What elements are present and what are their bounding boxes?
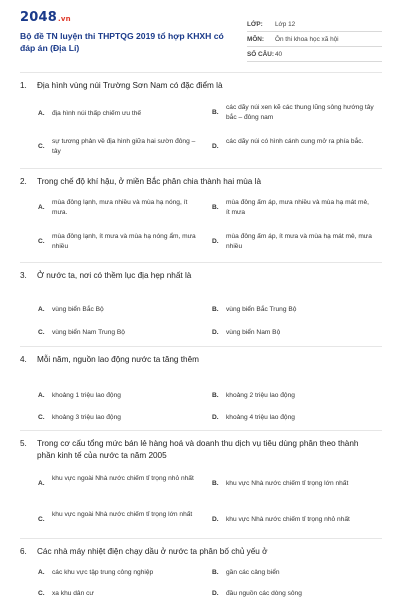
option-text: khu vực Nhà nước chiếm tỉ trọng nhỏ nhất — [226, 516, 350, 523]
question-body: Trong cơ cấu tổng mức bán lẻ hàng hoá và doanh thu dịch vụ tiêu dùng phân theo thành phần kinh tế của nước ta năm 2005 — [37, 439, 359, 460]
question-4 — [20, 354, 382, 430]
option-letter: D. — [212, 329, 219, 336]
option-text: khoảng 2 triệu lao động — [226, 392, 295, 399]
question-1 — [20, 80, 382, 168]
question-body: Các nhà máy nhiệt điện chạy dầu ở nước ta phân bố chủ yếu ở — [37, 547, 268, 556]
option-text: gần các cảng biển — [226, 569, 280, 576]
option-text: mùa đông ấm áp, ít mưa và mùa hạ mát mẻ, mưa nhiều — [226, 233, 372, 250]
option-text: mùa đông ấm áp, mưa nhiều và mùa hạ mát mẻ, ít mưa — [226, 199, 369, 216]
meta-value: Lớp 12 — [275, 20, 296, 28]
question-body: Trong chế độ khí hậu, ở miền Bắc phân chia thành hai mùa là — [37, 177, 261, 186]
question-body: Địa hình vùng núi Trường Sơn Nam có đặc điểm là — [37, 81, 223, 90]
option-letter: A. — [38, 392, 45, 399]
meta-row-count — [247, 47, 382, 62]
question-2 — [20, 176, 382, 262]
question-text — [20, 546, 382, 558]
document-title: Bộ đề TN luyện thi THPTQG 2019 tổ hợp KHXH có đáp án (Địa Lí) — [20, 31, 224, 53]
question-3 — [20, 270, 382, 346]
option-text: sự tương phản về địa hình giữa hai sườn đông – tây — [52, 138, 196, 155]
option-letter: B. — [212, 306, 219, 313]
option-text: mùa đông lạnh, mưa nhiều và mùa hạ nóng, ít mưa. — [52, 199, 188, 216]
meta-key: MÔN: — [247, 35, 265, 43]
document-header — [20, 10, 382, 68]
question-6 — [20, 546, 382, 600]
option-letter: B. — [212, 480, 219, 487]
option-letter: C. — [38, 238, 45, 245]
option-text: địa hình núi thấp chiếm ưu thế — [52, 110, 142, 117]
question-text — [20, 176, 382, 188]
question-text — [20, 270, 382, 282]
option-letter: A. — [38, 110, 45, 117]
meta-row-subject — [247, 32, 382, 47]
question-number: 6. — [20, 547, 27, 556]
divider — [20, 72, 382, 73]
question-text — [20, 438, 382, 461]
option-letter: B. — [212, 204, 219, 211]
logo-suffix: .vn — [57, 15, 71, 23]
option-letter: A. — [38, 306, 45, 313]
divider — [20, 262, 382, 263]
option-letter: C. — [38, 590, 45, 597]
divider — [20, 168, 382, 169]
question-number: 1. — [20, 81, 27, 90]
meta-row-class — [247, 17, 382, 32]
meta-key: LỚP: — [247, 20, 263, 28]
option-text: xa khu dân cư — [52, 590, 94, 597]
option-text: vùng biển Bắc Trung Bộ — [226, 306, 297, 313]
option-letter: D. — [212, 516, 219, 523]
option-letter: C. — [38, 143, 45, 150]
question-body: Mỗi năm, nguồn lao động nước ta tăng thêm — [37, 355, 199, 364]
option-text: đầu nguồn các dòng sông — [226, 590, 302, 597]
option-text: khoảng 4 triệu lao động — [226, 414, 295, 421]
option-letter: A. — [38, 480, 45, 487]
option-text: các dãy núi có hình cánh cung mở ra phía bắc. — [226, 138, 364, 145]
option-text: khoảng 1 triệu lao động — [52, 392, 121, 399]
question-number: 2. — [20, 177, 27, 186]
option-text: khoảng 3 triệu lao động — [52, 414, 121, 421]
question-number: 5. — [20, 439, 27, 448]
question-text — [20, 354, 382, 366]
option-text: vùng biển Nam Bộ — [226, 329, 281, 336]
question-body: Ở nước ta, nơi có thềm lục địa hẹp nhất là — [37, 271, 192, 280]
option-letter: D. — [212, 414, 219, 421]
option-text: khu vực Nhà nước chiếm tỉ trọng lớn nhất — [226, 480, 349, 487]
option-letter: B. — [212, 109, 219, 116]
logo-text: 2048 — [20, 10, 57, 25]
option-text: các khu vực tập trung công nghiệp — [52, 569, 154, 576]
meta-value: 40 — [275, 50, 283, 58]
site-logo[interactable] — [20, 10, 71, 25]
meta-value: Ôn thi khoa học xã hội — [275, 35, 339, 43]
option-letter: C. — [38, 414, 45, 421]
option-text: vùng biển Nam Trung Bộ — [52, 329, 125, 336]
question-number: 3. — [20, 271, 27, 280]
option-letter: D. — [212, 590, 219, 597]
question-text — [20, 80, 382, 92]
option-letter: A. — [38, 569, 45, 576]
option-letter: D. — [212, 238, 219, 245]
question-number: 4. — [20, 355, 27, 364]
question-5 — [20, 438, 382, 538]
divider — [20, 538, 382, 539]
option-text: vùng biển Bắc Bộ — [52, 306, 104, 313]
option-letter: B. — [212, 569, 219, 576]
option-letter: C. — [38, 516, 45, 523]
option-letter: C. — [38, 329, 45, 336]
option-text: khu vực ngoài Nhà nước chiếm tỉ trọng lớn nhất — [52, 511, 193, 518]
option-letter: A. — [38, 204, 45, 211]
document-meta — [247, 17, 382, 62]
option-letter: B. — [212, 392, 219, 399]
divider — [20, 346, 382, 347]
meta-key: SỐ CÂU: — [247, 50, 274, 58]
divider — [20, 430, 382, 431]
option-text: mùa đông lạnh, ít mưa và mùa hạ nóng ẩm, mưa nhiều — [52, 233, 196, 250]
option-letter: D. — [212, 143, 219, 150]
option-text: các dãy núi xen kẽ các thung lũng sông hướng tây bắc – đông nam — [226, 104, 374, 121]
option-text: khu vực ngoài Nhà nước chiếm tỉ trọng nhỏ nhất — [52, 475, 194, 482]
